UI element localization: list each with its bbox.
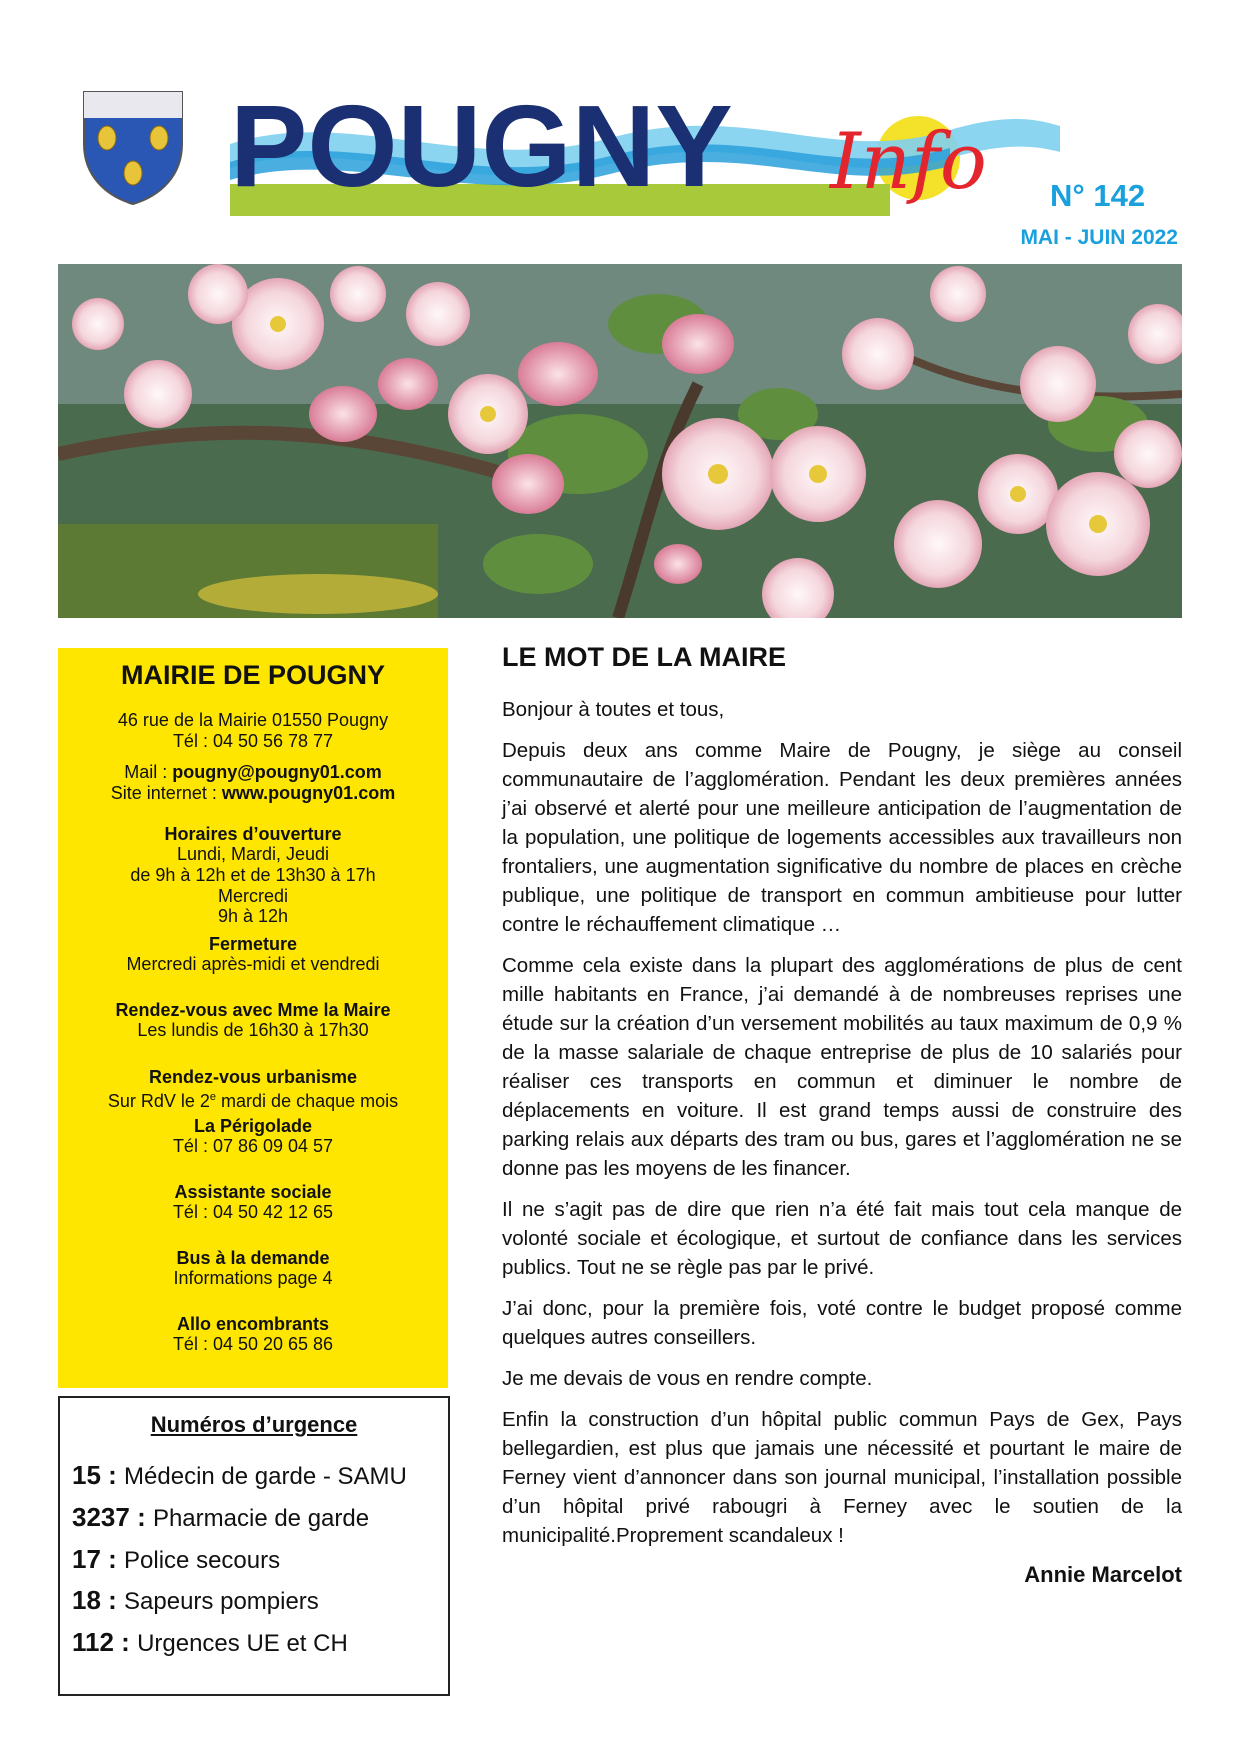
emergency-number: 112 bbox=[72, 1627, 114, 1657]
rdv-maire-text: Les lundis de 16h30 à 17h30 bbox=[137, 1020, 369, 1040]
emergency-separator: : bbox=[100, 1585, 125, 1615]
emergency-separator: : bbox=[129, 1502, 153, 1532]
article-paragraph: Bonjour à toutes et tous, bbox=[502, 698, 725, 721]
assistante-phone: Tél : 04 50 42 12 65 bbox=[172, 1202, 334, 1222]
article-paragraph: Comme cela existe dans la plupart des agglomérations de plus de cent mille habitants en France, j’ai demandé à de nombreuses reprises une étude sur la création d’un versement mobilités au taux maximum de 0,9 % de la masse salariale de chaque entreprise de plus de 10 salariés pour réaliser ces transports en commun et diminuer le nombre de déplacements en voiture. Il est grand temps aussi de construire des parking relais aux départs des tram ou bus, gares et l’agglomération ne se donne pas les moyens de les financer. bbox=[502, 954, 1182, 1180]
emergency-item bbox=[72, 1460, 407, 1491]
issue-number: N° 142 bbox=[1050, 178, 1146, 213]
encombrants-phone: Tél : 04 50 20 65 86 bbox=[172, 1334, 334, 1354]
site-label: Site internet : bbox=[110, 783, 222, 803]
editorial-article bbox=[502, 642, 1182, 1588]
issue-date: MAI - JUIN 2022 bbox=[1020, 226, 1178, 249]
emergency-item bbox=[72, 1585, 319, 1616]
emergency-label: Médecin de garde - SAMU bbox=[124, 1463, 407, 1490]
pougny-info-logo bbox=[230, 66, 1060, 216]
mairie-site-line bbox=[58, 783, 448, 804]
article-paragraph: Il ne s’agit pas de dire que rien n’a été fait mais tout cela manque de volonté sociale et écologique, et surtout de confiance dans les services publics. Tout ne se règle pas par le privé. bbox=[502, 1198, 1182, 1279]
article-title: LE MOT DE LA MAIRE bbox=[502, 642, 786, 672]
perigolade-title: La Périgolade bbox=[193, 1116, 313, 1136]
emergency-label: Police secours bbox=[124, 1547, 281, 1574]
mail-label: Mail : bbox=[124, 762, 173, 782]
emergency-title: Numéros d’urgence bbox=[150, 1412, 358, 1437]
emergency-separator: : bbox=[113, 1627, 138, 1657]
emergency-item bbox=[72, 1502, 369, 1533]
mairie-address: 46 rue de la Mairie 01550 Pougny bbox=[117, 710, 389, 730]
mairie-mail-line bbox=[58, 762, 448, 783]
article-paragraph: J’ai donc, pour la première fois, voté contre le budget proposé comme quelques autres conseillers. bbox=[502, 1297, 1182, 1349]
logo-wordmark: POUGNY bbox=[230, 81, 733, 211]
rdv-maire-title: Rendez-vous avec Mme la Maire bbox=[115, 1000, 391, 1020]
hours-title: Horaires d’ouverture bbox=[164, 824, 342, 844]
apple-blossom-photo bbox=[58, 264, 1182, 618]
mairie-email-link[interactable]: pougny@pougny01.com bbox=[172, 762, 382, 782]
mairie-info-box bbox=[58, 648, 448, 1388]
rdv-urbanisme-sup: e bbox=[209, 1091, 217, 1103]
emergency-item bbox=[72, 1627, 348, 1658]
article-paragraph: Enfin la construction d’un hôpital public commun Pays de Gex, Pays bellegardien, est plus que jamais une nécessité et pourtant le maire de Ferney vient d’annoncer dans son journal municipal, l’installation possible d’un hôpital privé rabougri à Ferney avec le soutien de la municipalité.Proprement scandaleux ! bbox=[502, 1408, 1182, 1547]
emergency-separator: : bbox=[100, 1460, 125, 1490]
rdv-urbanisme-text-a: Sur RdV le 2 bbox=[107, 1091, 210, 1111]
mairie-website-link[interactable]: www.pougny01.com bbox=[221, 783, 396, 803]
article-signature: Annie Marcelot bbox=[1024, 1562, 1182, 1587]
emergency-number: 3237 bbox=[72, 1502, 130, 1532]
emergency-numbers-box bbox=[58, 1396, 450, 1696]
emergency-label: Pharmacie de garde bbox=[152, 1505, 370, 1532]
closure-title: Fermeture bbox=[208, 934, 298, 954]
rdv-urbanisme-text bbox=[58, 1087, 448, 1112]
emergency-label: Sapeurs pompiers bbox=[124, 1588, 319, 1615]
bus-text: Informations page 4 bbox=[173, 1268, 333, 1288]
article-paragraph: Depuis deux ans comme Maire de Pougny, je siège au conseil communautaire de l’agglomération. Pendant les deux premières années j’ai observé et alerté pour une meilleure anticipation de l’augmentation de la population, une politique de logements accessibles aux travailleurs non frontaliers, une augmentation significative du nombre de places en crèche publique, une politique de transport en commun ambitieuse pour lutter contre le réchauffement climatique … bbox=[502, 739, 1182, 936]
hours-times: de 9h à 12h et de 13h30 à 17h bbox=[130, 865, 376, 885]
hours-days: Lundi, Mardi, Jeudi bbox=[176, 844, 330, 864]
emergency-label: Urgences UE et CH bbox=[137, 1630, 348, 1657]
emergency-number: 17 bbox=[72, 1544, 101, 1574]
mairie-title: MAIRIE DE POUGNY bbox=[120, 660, 386, 690]
rdv-urbanisme-text-b: mardi de chaque mois bbox=[216, 1091, 399, 1111]
hours-wednesday: Mercredi bbox=[217, 886, 288, 906]
mairie-phone: Tél : 04 50 56 78 77 bbox=[172, 731, 334, 751]
coat-of-arms-logo bbox=[80, 88, 186, 206]
emergency-number: 15 bbox=[72, 1460, 101, 1490]
rdv-urbanisme-title: Rendez-vous urbanisme bbox=[148, 1067, 358, 1087]
emergency-item bbox=[72, 1544, 280, 1575]
hours-wednesday-times: 9h à 12h bbox=[217, 906, 289, 926]
assistante-title: Assistante sociale bbox=[174, 1182, 332, 1202]
perigolade-phone: Tél : 07 86 09 04 57 bbox=[172, 1136, 334, 1156]
bus-title: Bus à la demande bbox=[176, 1248, 330, 1268]
emergency-number: 18 bbox=[72, 1585, 101, 1615]
article-paragraph: Je me devais de vous en rendre compte. bbox=[502, 1367, 873, 1390]
closure-text: Mercredi après-midi et vendredi bbox=[126, 954, 380, 974]
encombrants-title: Allo encombrants bbox=[176, 1314, 330, 1334]
emergency-separator: : bbox=[100, 1544, 125, 1574]
logo-script: Info bbox=[830, 117, 987, 207]
